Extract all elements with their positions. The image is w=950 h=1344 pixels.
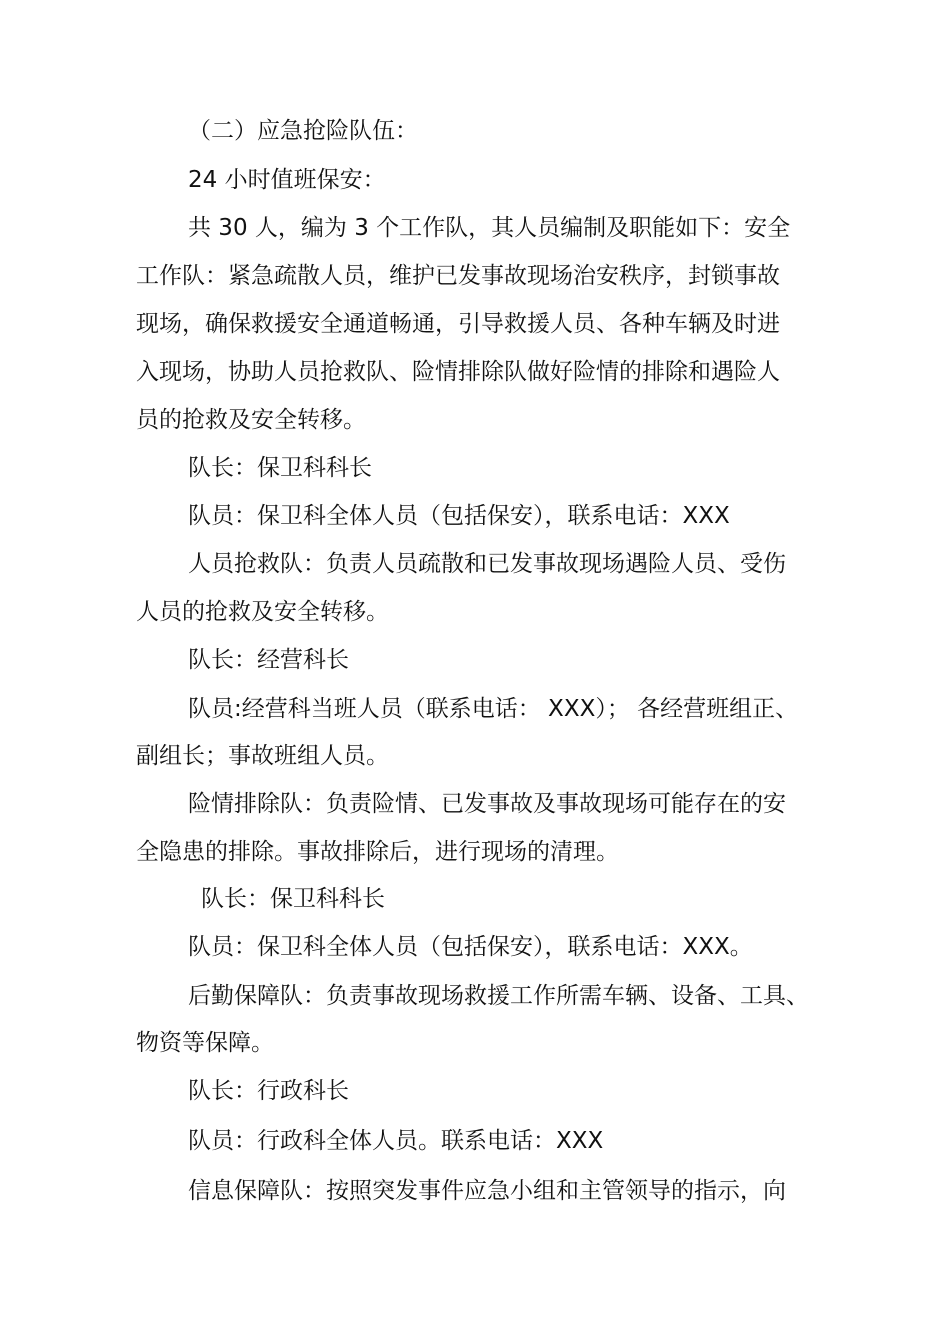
team-members-line: 队员：保卫科全体人员（包括保安），联系电话：XXX。	[188, 934, 753, 960]
team-leader-line: 队长：行政科长	[188, 1078, 349, 1104]
paragraph-line: 险情排除队：负责险情、已发事故及事故现场可能存在的安	[188, 791, 786, 817]
paragraph-line: 全隐患的排除。事故排除后，进行现场的清理。	[136, 839, 619, 865]
paragraph-line: 共 30 人，编为 3 个工作队，其人员编制及职能如下：安全	[188, 215, 791, 241]
team-members-line: 队员：行政科全体人员。联系电话：XXX	[188, 1128, 604, 1154]
team-leader-line: 队长：保卫科科长	[188, 455, 372, 481]
duty-guard-heading: 24 小时值班保安：	[188, 167, 386, 193]
paragraph-line: 后勤保障队：负责事故现场救援工作所需车辆、设备、工具、	[188, 983, 809, 1009]
team-leader-line: 队长：经营科长	[188, 647, 349, 673]
team-members-line: 队员：保卫科全体人员（包括保安），联系电话：XXX	[188, 503, 730, 529]
paragraph-line: 信息保障队：按照突发事件应急小组和主管领导的指示，向	[188, 1178, 786, 1204]
paragraph-line: 人员抢救队：负责人员疏散和已发事故现场遇险人员、受伤	[188, 551, 786, 577]
paragraph-line: 员的抢救及安全转移。	[136, 407, 366, 433]
paragraph-line: 人员的抢救及安全转移。	[136, 599, 389, 625]
paragraph-line: 现场，确保救援安全通道畅通，引导救援人员、各种车辆及时进	[136, 311, 780, 337]
team-leader-line: 队长：保卫科科长	[201, 886, 385, 912]
team-members-line: 队员:经营科当班人员（联系电话： XXX）； 各经营班组正、	[188, 696, 799, 722]
paragraph-line: 工作队：紧急疏散人员，维护已发事故现场治安秩序，封锁事故	[136, 263, 780, 289]
section-heading: （二）应急抢险队伍：	[188, 118, 418, 144]
paragraph-line: 物资等保障。	[136, 1030, 274, 1056]
paragraph-line: 入现场，协助人员抢救队、险情排除队做好险情的排除和遇险人	[136, 359, 780, 385]
paragraph-line: 副组长；事故班组人员。	[136, 743, 389, 769]
